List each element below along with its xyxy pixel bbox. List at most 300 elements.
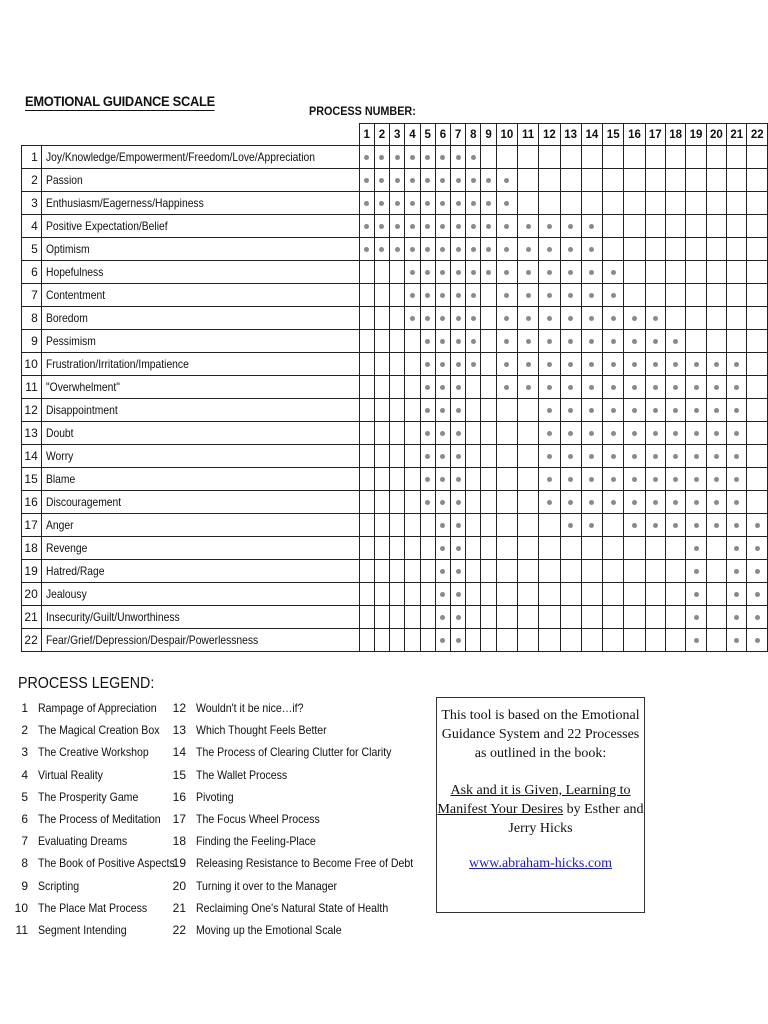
process-cell: [466, 215, 481, 238]
legend-item: [10, 788, 193, 810]
process-cell: [665, 583, 685, 606]
emotion-label-cell: [41, 261, 359, 284]
process-dot: [547, 362, 552, 367]
legend-item-label: Scripting: [38, 878, 80, 893]
process-cell: [466, 307, 481, 330]
process-dot: [456, 224, 461, 229]
process-dot: [440, 247, 445, 252]
process-dot: [694, 431, 699, 436]
process-dot: [526, 224, 531, 229]
process-cell: [481, 376, 496, 399]
process-cell: [481, 192, 496, 215]
process-cell: [560, 491, 581, 514]
process-dot: [568, 224, 573, 229]
process-dot: [568, 316, 573, 321]
process-cell: [706, 376, 726, 399]
emotion-row: [22, 307, 768, 330]
process-dot: [653, 523, 658, 528]
process-dot: [379, 201, 384, 206]
process-cell: [518, 284, 539, 307]
process-cell: [518, 215, 539, 238]
process-cell: [747, 629, 768, 652]
process-cell: [451, 583, 466, 606]
process-cell: [665, 192, 685, 215]
legend-item-number: 1: [21, 701, 28, 715]
process-cell: [420, 445, 435, 468]
info-box: [436, 697, 645, 913]
process-number-7: 7: [451, 124, 466, 146]
legend-item-number: 15: [172, 767, 186, 782]
process-cell: [624, 169, 645, 192]
process-dot: [714, 362, 719, 367]
emotion-label-cell: [41, 353, 359, 376]
process-cell: [686, 468, 706, 491]
process-dot: [440, 201, 445, 206]
process-cell: [496, 353, 517, 376]
process-cell: [359, 629, 374, 652]
process-cell: [603, 399, 624, 422]
emotion-label: "Overwhelment": [45, 380, 120, 394]
process-dot: [755, 546, 760, 551]
process-dot: [456, 408, 461, 413]
emotion-row: [22, 215, 768, 238]
process-dot: [425, 224, 430, 229]
process-dot: [410, 155, 415, 160]
process-cell: [581, 491, 602, 514]
process-cell: [624, 491, 645, 514]
process-cell: [435, 261, 450, 284]
process-dot: [734, 477, 739, 482]
process-cell: [435, 468, 450, 491]
process-cell: [374, 629, 389, 652]
process-dot: [734, 454, 739, 459]
process-cell: [359, 422, 374, 445]
process-cell: [624, 307, 645, 330]
process-cell: [727, 583, 747, 606]
process-dot: [456, 500, 461, 505]
process-dot: [568, 408, 573, 413]
process-dot: [694, 569, 699, 574]
process-cell: [390, 629, 405, 652]
book-title: Ask and it is Given, Learning to Manifest Your Desires: [437, 783, 631, 817]
process-cell: [727, 537, 747, 560]
process-cell: [435, 353, 450, 376]
process-dot: [547, 339, 552, 344]
emotion-row: [22, 238, 768, 261]
legend-item-number: 13: [172, 723, 186, 738]
process-cell: [518, 629, 539, 652]
process-cell: [747, 261, 768, 284]
process-cell: [624, 330, 645, 353]
process-dot: [395, 247, 400, 252]
process-dot: [440, 500, 445, 505]
process-cell: [747, 284, 768, 307]
process-dot: [734, 385, 739, 390]
process-dot: [653, 454, 658, 459]
process-cell: [645, 606, 665, 629]
process-cell: [603, 330, 624, 353]
process-cell: [706, 284, 726, 307]
process-cell: [603, 629, 624, 652]
process-cell: [518, 399, 539, 422]
process-cell: [390, 583, 405, 606]
process-cell: [706, 146, 726, 169]
process-cell: [496, 192, 517, 215]
process-cell: [405, 215, 420, 238]
process-number-15: 15: [603, 124, 624, 146]
process-dot: [456, 339, 461, 344]
process-cell: [727, 629, 747, 652]
process-cell: [420, 468, 435, 491]
legend-item-number: 7: [21, 834, 28, 849]
process-cell: [706, 445, 726, 468]
process-cell: [581, 192, 602, 215]
emotion-number: 18: [22, 537, 42, 560]
process-dot: [673, 500, 678, 505]
process-cell: [624, 468, 645, 491]
process-cell: [581, 422, 602, 445]
legend-item-number: 17: [172, 811, 186, 826]
process-cell: [481, 307, 496, 330]
legend-item-number: 10: [14, 900, 28, 915]
process-cell: [435, 583, 450, 606]
process-number-17: 17: [645, 124, 665, 146]
process-cell: [686, 583, 706, 606]
emotion-label: Boredom: [45, 311, 88, 325]
process-dot: [632, 523, 637, 528]
process-cell: [518, 238, 539, 261]
process-dot: [547, 477, 552, 482]
process-cell: [624, 514, 645, 537]
process-dot: [547, 431, 552, 436]
process-cell: [481, 215, 496, 238]
process-dot: [486, 270, 491, 275]
process-cell: [451, 606, 466, 629]
emotion-row: [22, 606, 768, 629]
process-dot: [504, 316, 509, 321]
process-dot: [526, 339, 531, 344]
process-cell: [727, 261, 747, 284]
process-dot: [568, 247, 573, 252]
process-dot: [653, 316, 658, 321]
process-cell: [481, 146, 496, 169]
process-dot: [714, 477, 719, 482]
emotion-label: Revenge: [45, 541, 88, 555]
process-cell: [747, 399, 768, 422]
emotion-label-cell: [41, 514, 359, 537]
process-cell: [747, 215, 768, 238]
process-cell: [359, 583, 374, 606]
process-dot: [471, 316, 476, 321]
process-cell: [481, 560, 496, 583]
process-cell: [581, 284, 602, 307]
emotion-label-cell: [41, 307, 359, 330]
process-cell: [581, 560, 602, 583]
emotion-row: [22, 146, 768, 169]
process-cell: [603, 445, 624, 468]
process-cell: [420, 514, 435, 537]
process-cell: [374, 422, 389, 445]
process-dot: [440, 178, 445, 183]
process-cell: [451, 491, 466, 514]
legend-item: [168, 921, 443, 943]
emotion-label-cell: [41, 468, 359, 491]
process-cell: [518, 330, 539, 353]
process-cell: [481, 491, 496, 514]
process-cell: [539, 514, 560, 537]
emotion-label-cell: [41, 399, 359, 422]
process-dot: [694, 638, 699, 643]
legend-item-number: 9: [21, 878, 28, 893]
process-cell: [374, 537, 389, 560]
process-number-14: 14: [581, 124, 602, 146]
process-dot: [673, 431, 678, 436]
process-cell: [603, 261, 624, 284]
process-dot: [632, 339, 637, 344]
process-cell: [560, 399, 581, 422]
process-cell: [665, 307, 685, 330]
process-cell: [727, 146, 747, 169]
process-number-21: 21: [727, 124, 747, 146]
process-cell: [539, 560, 560, 583]
process-dot: [504, 362, 509, 367]
process-dot: [734, 546, 739, 551]
process-cell: [581, 537, 602, 560]
process-cell: [686, 146, 706, 169]
process-dot: [364, 178, 369, 183]
process-cell: [420, 537, 435, 560]
process-cell: [686, 307, 706, 330]
emotion-row: [22, 422, 768, 445]
process-cell: [581, 169, 602, 192]
process-cell: [645, 445, 665, 468]
process-dot: [589, 362, 594, 367]
process-cell: [560, 146, 581, 169]
process-dot: [547, 293, 552, 298]
process-cell: [481, 169, 496, 192]
process-cell: [560, 376, 581, 399]
process-dot: [486, 224, 491, 229]
process-dot: [440, 270, 445, 275]
process-dot: [410, 316, 415, 321]
emotion-row: [22, 376, 768, 399]
process-cell: [686, 514, 706, 537]
process-cell: [603, 353, 624, 376]
emotion-label: Jealousy: [45, 587, 87, 601]
legend-item-number: 14: [172, 745, 186, 760]
process-dot: [410, 293, 415, 298]
process-cell: [581, 215, 602, 238]
process-dot: [653, 362, 658, 367]
process-cell: [560, 353, 581, 376]
process-dot: [456, 247, 461, 252]
process-dot: [734, 431, 739, 436]
process-cell: [645, 284, 665, 307]
process-cell: [518, 261, 539, 284]
process-cell: [539, 422, 560, 445]
process-cell: [624, 215, 645, 238]
process-dot: [694, 546, 699, 551]
process-cell: [747, 445, 768, 468]
emotion-label-cell: [41, 606, 359, 629]
process-cell: [390, 537, 405, 560]
process-dot: [526, 247, 531, 252]
process-cell: [451, 307, 466, 330]
process-cell: [727, 330, 747, 353]
process-cell: [560, 169, 581, 192]
process-cell: [645, 261, 665, 284]
process-cell: [603, 169, 624, 192]
process-cell: [466, 537, 481, 560]
process-cell: [518, 583, 539, 606]
process-dot: [694, 385, 699, 390]
process-cell: [603, 606, 624, 629]
process-dot: [471, 155, 476, 160]
process-cell: [624, 606, 645, 629]
process-cell: [539, 353, 560, 376]
process-cell: [451, 330, 466, 353]
process-cell: [518, 353, 539, 376]
process-cell: [481, 238, 496, 261]
process-dot: [568, 339, 573, 344]
process-cell: [390, 445, 405, 468]
process-dot: [364, 201, 369, 206]
legend-item-label: The Process of Clearing Clutter for Clarity: [196, 745, 392, 760]
process-dot: [395, 178, 400, 183]
process-cell: [727, 491, 747, 514]
process-cell: [603, 560, 624, 583]
legend-item: [10, 766, 193, 788]
process-dot: [526, 362, 531, 367]
process-dot: [568, 362, 573, 367]
process-cell: [420, 330, 435, 353]
emotion-number: 16: [22, 491, 42, 514]
process-cell: [645, 238, 665, 261]
legend-item: [168, 788, 443, 810]
legend-item: [10, 921, 193, 943]
process-cell: [686, 537, 706, 560]
process-number-22: 22: [747, 124, 768, 146]
process-dot: [440, 523, 445, 528]
legend-item-label: The Focus Wheel Process: [196, 811, 320, 826]
process-cell: [405, 468, 420, 491]
process-cell: [390, 353, 405, 376]
process-cell: [727, 215, 747, 238]
process-cell: [405, 261, 420, 284]
process-number-header: PROCESS NUMBER:: [309, 104, 416, 118]
process-cell: [466, 560, 481, 583]
process-cell: [405, 238, 420, 261]
process-cell: [466, 284, 481, 307]
process-cell: [374, 606, 389, 629]
emotion-row: [22, 192, 768, 215]
process-cell: [405, 376, 420, 399]
process-cell: [624, 192, 645, 215]
process-dot: [425, 362, 430, 367]
legend-item-label: The Magical Creation Box: [38, 723, 160, 738]
process-cell: [518, 307, 539, 330]
process-cell: [686, 215, 706, 238]
process-cell: [405, 537, 420, 560]
emotion-label: Anger: [45, 518, 74, 532]
process-cell: [581, 399, 602, 422]
process-cell: [359, 560, 374, 583]
emotion-number: 1: [22, 146, 42, 169]
emotion-row: [22, 560, 768, 583]
process-dot: [456, 201, 461, 206]
process-dot: [425, 201, 430, 206]
process-cell: [539, 330, 560, 353]
process-dot: [425, 247, 430, 252]
process-cell: [665, 514, 685, 537]
emotion-label: Optimism: [45, 242, 90, 256]
process-dot: [589, 247, 594, 252]
process-cell: [539, 445, 560, 468]
process-cell: [706, 192, 726, 215]
process-dot: [440, 569, 445, 574]
process-cell: [435, 215, 450, 238]
process-cell: [581, 238, 602, 261]
legend-item: [168, 854, 443, 876]
process-cell: [727, 422, 747, 445]
process-cell: [665, 353, 685, 376]
process-dot: [611, 431, 616, 436]
process-cell: [645, 468, 665, 491]
process-cell: [581, 146, 602, 169]
emotion-label-cell: [41, 169, 359, 192]
process-cell: [665, 215, 685, 238]
process-cell: [603, 307, 624, 330]
process-dot: [425, 270, 430, 275]
process-cell: [727, 468, 747, 491]
process-dot: [611, 454, 616, 459]
process-cell: [727, 169, 747, 192]
process-cell: [390, 422, 405, 445]
process-cell: [405, 330, 420, 353]
process-cell: [374, 514, 389, 537]
process-dot: [694, 500, 699, 505]
website-link[interactable]: www.abraham-hicks.com: [469, 856, 612, 871]
process-cell: [420, 307, 435, 330]
process-dot: [547, 224, 552, 229]
process-cell: [581, 307, 602, 330]
process-cell: [359, 169, 374, 192]
process-cell: [560, 629, 581, 652]
emotion-label-cell: [41, 583, 359, 606]
process-dot: [440, 592, 445, 597]
emotion-label-cell: [41, 215, 359, 238]
process-cell: [496, 146, 517, 169]
process-dot: [653, 477, 658, 482]
process-cell: [481, 261, 496, 284]
legend-item: [10, 743, 193, 765]
legend-item-label: Reclaiming One's Natural State of Health: [196, 900, 389, 915]
process-cell: [496, 261, 517, 284]
process-cell: [420, 583, 435, 606]
process-cell: [747, 330, 768, 353]
process-dot: [504, 247, 509, 252]
process-cell: [560, 514, 581, 537]
process-cell: [451, 514, 466, 537]
process-dot: [589, 224, 594, 229]
process-cell: [518, 468, 539, 491]
process-cell: [727, 606, 747, 629]
process-cell: [624, 560, 645, 583]
process-cell: [374, 399, 389, 422]
process-dot: [526, 270, 531, 275]
process-cell: [518, 606, 539, 629]
process-dot: [471, 224, 476, 229]
